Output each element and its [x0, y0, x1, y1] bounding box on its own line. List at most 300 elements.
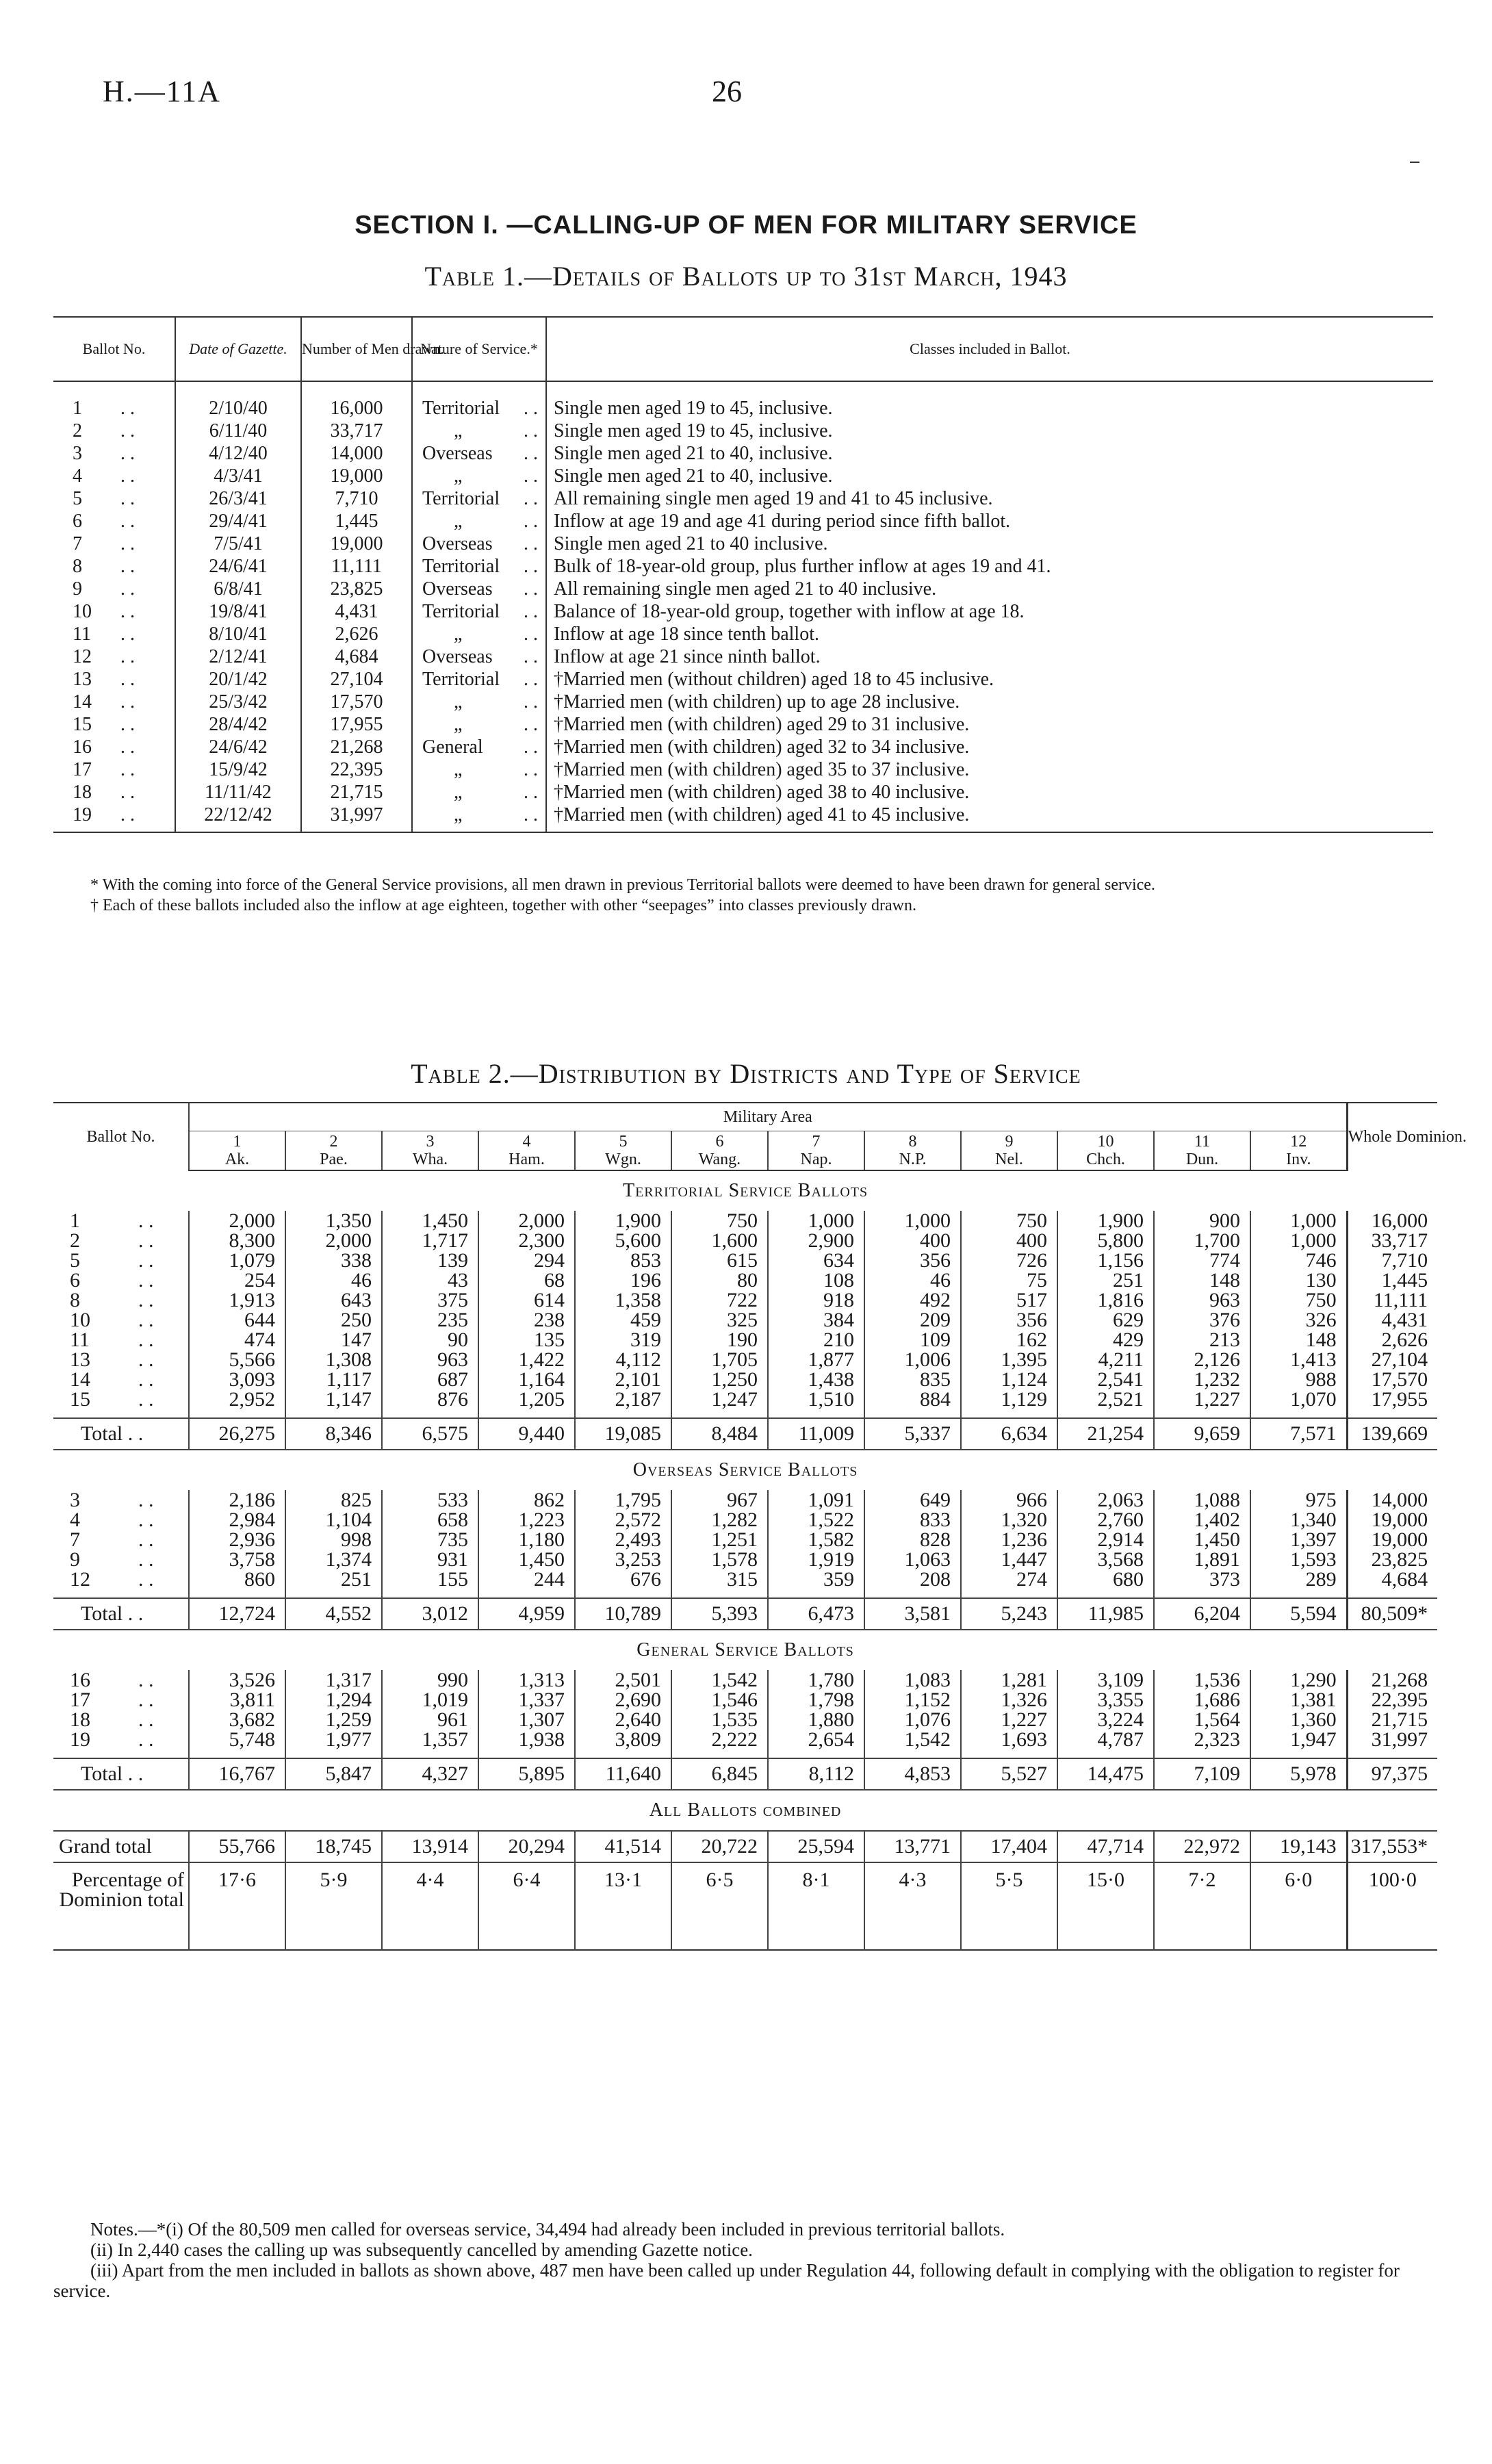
area-value: 2,654	[768, 1730, 864, 1749]
nature-of-service	[412, 758, 546, 781]
men-drawn: 19,000	[301, 465, 412, 487]
note-cancelled: (ii) In 2,440 cases the calling up was subsequently cancelled by amending Gazette notice.	[90, 2240, 753, 2260]
ballot-cell	[53, 1670, 189, 1690]
area-value: 250	[285, 1310, 382, 1330]
area-value: 1,891	[1154, 1550, 1250, 1569]
ballot-row	[53, 736, 1433, 758]
ballot-no	[53, 668, 175, 691]
gazette-date: 26/3/41	[175, 487, 301, 510]
area-percentage: 8·1	[768, 1862, 864, 1950]
area-value: 5,748	[189, 1730, 285, 1749]
men-drawn: 21,715	[301, 781, 412, 804]
area-value: 1,006	[864, 1350, 961, 1370]
area-value: 687	[382, 1370, 478, 1389]
ballot-row	[53, 381, 1433, 420]
leader-dots: . .	[120, 646, 135, 667]
area-value: 274	[961, 1569, 1057, 1589]
nature-of-service	[412, 578, 546, 600]
nature-of-service	[412, 442, 546, 465]
dominion-total: 27,104	[1347, 1350, 1437, 1370]
area-number: 2	[329, 1133, 338, 1151]
leader-dots: . .	[524, 714, 538, 735]
leader-dots: . .	[138, 1568, 154, 1591]
area-value: 967	[671, 1490, 768, 1510]
ballot-row	[53, 645, 1433, 668]
area-value: 614	[478, 1290, 575, 1310]
area-nel	[961, 1131, 1057, 1171]
area-value: 1,290	[1250, 1670, 1347, 1690]
classes-included: Inflow at age 19 and age 41 during period since fifth ballot.	[546, 510, 1433, 532]
area-value: 1,337	[478, 1690, 575, 1710]
ballot-number: 9	[70, 1548, 80, 1571]
area-total: 6,204	[1154, 1598, 1250, 1630]
area-value: 376	[1154, 1310, 1250, 1330]
area-grand-total: 25,594	[768, 1831, 864, 1862]
table2-header-row-2	[53, 1131, 1437, 1171]
table2-header-row-1	[53, 1103, 1437, 1131]
area-value: 2,300	[478, 1231, 575, 1250]
area-value: 1,251	[671, 1530, 768, 1550]
area-value: 4,112	[575, 1350, 671, 1370]
service-type: „	[454, 624, 463, 645]
dominion-total: 14,000	[1347, 1490, 1437, 1510]
area-percentage: 17·6	[189, 1862, 285, 1950]
area-value: 1,542	[671, 1670, 768, 1690]
area-value: 210	[768, 1330, 864, 1350]
area-value: 1,536	[1154, 1670, 1250, 1690]
ballot-number: 18	[73, 782, 92, 803]
ballot-no	[53, 487, 175, 510]
ballot-cell	[53, 1530, 189, 1550]
ballot-number: 9	[73, 578, 82, 600]
area-total: 4,552	[285, 1598, 382, 1630]
ballot-number: 11	[73, 624, 91, 645]
ballot-no	[53, 578, 175, 600]
nature-of-service	[412, 555, 546, 578]
area-value: 963	[382, 1350, 478, 1370]
combined-section-title: All Ballots combined	[649, 1799, 842, 1821]
table-row	[53, 1389, 1437, 1409]
ballot-number: 5	[70, 1249, 80, 1272]
leader-dots: . .	[524, 420, 538, 441]
ballot-number: 15	[70, 1388, 90, 1411]
area-value: 1,358	[575, 1290, 671, 1310]
area-value: 1,063	[864, 1550, 961, 1569]
area-value: 147	[285, 1330, 382, 1350]
service-type: General	[422, 736, 483, 758]
area-value: 3,758	[189, 1550, 285, 1569]
table-row	[53, 1730, 1437, 1749]
classes-included: Single men aged 21 to 40, inclusive.	[546, 465, 1433, 487]
area-wang	[671, 1131, 768, 1171]
area-name: Ham.	[509, 1151, 545, 1168]
area-name: Dun.	[1185, 1151, 1219, 1168]
area-value: 375	[382, 1290, 478, 1310]
area-value: 1,236	[961, 1530, 1057, 1550]
area-total: 9,440	[478, 1418, 575, 1450]
area-value: 1,413	[1250, 1350, 1347, 1370]
gazette-date: 4/3/41	[175, 465, 301, 487]
dominion-total: 19,000	[1347, 1510, 1437, 1530]
men-drawn: 22,395	[301, 758, 412, 781]
area-value: 644	[189, 1310, 285, 1330]
dominion-total: 17,570	[1347, 1370, 1437, 1389]
ballot-number: 2	[73, 420, 82, 441]
nature-of-service	[412, 804, 546, 832]
area-value: 338	[285, 1250, 382, 1270]
leader-dots: . .	[120, 759, 135, 780]
area-name: Chch.	[1086, 1151, 1125, 1168]
area-value: 68	[478, 1270, 575, 1290]
ballot-number: 4	[70, 1509, 80, 1531]
leader-dots: . .	[120, 443, 135, 464]
table-row	[53, 1690, 1437, 1710]
leader-dots: . .	[138, 1289, 154, 1311]
area-name: Wha.	[412, 1151, 448, 1168]
gazette-date: 25/3/42	[175, 691, 301, 713]
area-value: 2,984	[189, 1510, 285, 1530]
area-value: 517	[961, 1290, 1057, 1310]
area-value: 1,913	[189, 1290, 285, 1310]
area-value: 1,535	[671, 1710, 768, 1730]
dominion-total: 4,431	[1347, 1310, 1437, 1330]
table1-footnotes	[53, 875, 1436, 916]
ballot-row	[53, 713, 1433, 736]
classes-included: All remaining single men aged 19 and 41 to 45 inclusive.	[546, 487, 1433, 510]
service-type: Overseas	[422, 646, 493, 667]
area-value: 1,156	[1057, 1250, 1154, 1270]
men-drawn: 19,000	[301, 532, 412, 555]
area-name: Pae.	[320, 1151, 348, 1168]
service-type: „	[454, 804, 463, 825]
leader-dots: . .	[123, 1602, 144, 1625]
area-value: 876	[382, 1389, 478, 1409]
ballot-no	[53, 600, 175, 623]
ballot-no	[53, 442, 175, 465]
ballot-row	[53, 555, 1433, 578]
ballot-cell	[53, 1569, 189, 1589]
ballot-number: 1	[70, 1209, 80, 1232]
ballot-number: 17	[73, 759, 92, 780]
area-value: 1,542	[864, 1730, 961, 1749]
ballot-no	[53, 555, 175, 578]
total-row	[53, 1758, 1437, 1790]
nature-of-service	[412, 736, 546, 758]
ballot-cell	[53, 1270, 189, 1290]
leader-dots: . .	[524, 736, 538, 758]
ballot-number: 18	[70, 1708, 90, 1731]
classes-included: †Married men (without children) aged 18 to 45 inclusive.	[546, 668, 1433, 691]
men-drawn: 2,626	[301, 623, 412, 645]
leader-dots: . .	[120, 578, 135, 600]
ballot-no	[53, 804, 175, 832]
classes-included: Inflow at age 21 since ninth ballot.	[546, 645, 1433, 668]
area-number: 7	[812, 1133, 821, 1151]
area-value: 1,977	[285, 1730, 382, 1749]
service-type: Territorial	[422, 601, 500, 622]
area-value: 750	[1250, 1290, 1347, 1310]
area-chch	[1057, 1131, 1154, 1171]
ballot-row	[53, 465, 1433, 487]
area-value: 1,938	[478, 1730, 575, 1749]
area-value: 1,281	[961, 1670, 1057, 1690]
nature-of-service	[412, 487, 546, 510]
area-value: 1,447	[961, 1550, 1057, 1569]
dominion-total: 7,710	[1347, 1250, 1437, 1270]
area-value: 1,259	[285, 1710, 382, 1730]
area-value: 2,936	[189, 1530, 285, 1550]
dominion-total: 19,000	[1347, 1530, 1437, 1550]
area-value: 5,600	[575, 1231, 671, 1250]
area-value: 400	[961, 1231, 1057, 1250]
area-value: 3,355	[1057, 1690, 1154, 1710]
area-grand-total: 20,294	[478, 1831, 575, 1862]
area-value: 3,526	[189, 1670, 285, 1690]
service-type: „	[454, 465, 463, 487]
area-grand-total: 17,404	[961, 1831, 1057, 1862]
classes-included: †Married men (with children) aged 41 to 45 inclusive.	[546, 804, 1433, 832]
ballot-row	[53, 668, 1433, 691]
ballot-cell	[53, 1730, 189, 1749]
area-value: 1,247	[671, 1389, 768, 1409]
area-value: 2,690	[575, 1690, 671, 1710]
dominion-grand-total: 97,375	[1347, 1758, 1437, 1790]
area-value: 1,227	[1154, 1389, 1250, 1409]
leader-dots: . .	[120, 691, 135, 713]
area-total: 3,581	[864, 1598, 961, 1630]
ballot-number: 6	[70, 1269, 80, 1292]
area-wgn	[575, 1131, 671, 1171]
area-value: 988	[1250, 1370, 1347, 1389]
ballot-cell	[53, 1510, 189, 1530]
area-percentage: 5·5	[961, 1862, 1057, 1950]
section-1-title: Overseas Service Ballots	[632, 1459, 858, 1480]
area-value: 3,093	[189, 1370, 285, 1389]
area-total: 8,112	[768, 1758, 864, 1790]
area-value: 5,566	[189, 1350, 285, 1370]
area-total: 26,275	[189, 1418, 285, 1450]
area-total: 4,327	[382, 1758, 478, 1790]
area-value: 155	[382, 1569, 478, 1589]
nature-of-service	[412, 623, 546, 645]
area-value: 1,250	[671, 1370, 768, 1389]
area-value: 1,397	[1250, 1530, 1347, 1550]
ballot-row	[53, 691, 1433, 713]
area-value: 1,152	[864, 1690, 961, 1710]
area-total: 5,527	[961, 1758, 1057, 1790]
note-regulation: (iii) Apart from the men included in ballots as shown above, 487 men have been called up under Regulation 44, following default in complying with the obligation to register for service.	[53, 2260, 1400, 2301]
area-value: 1,147	[285, 1389, 382, 1409]
area-value: 196	[575, 1270, 671, 1290]
leader-dots: . .	[138, 1329, 154, 1351]
dominion-total: 31,997	[1347, 1730, 1437, 1749]
ballot-no	[53, 381, 175, 420]
area-value: 75	[961, 1270, 1057, 1290]
ballot-number: 15	[73, 714, 92, 735]
area-value: 2,914	[1057, 1530, 1154, 1550]
area-number: 10	[1097, 1133, 1114, 1151]
area-value: 325	[671, 1310, 768, 1330]
service-type: „	[454, 511, 463, 532]
area-percentage: 6·0	[1250, 1862, 1347, 1950]
area-total: 7,571	[1250, 1418, 1347, 1450]
ballot-number: 7	[73, 533, 82, 554]
leader-dots: . .	[138, 1689, 154, 1711]
area-number: 6	[715, 1133, 724, 1151]
nature-of-service	[412, 781, 546, 804]
men-drawn: 11,111	[301, 555, 412, 578]
area-grand-total: 55,766	[189, 1831, 285, 1862]
area-value: 1,700	[1154, 1231, 1250, 1250]
ballot-number: 14	[73, 691, 92, 713]
area-total: 6,473	[768, 1598, 864, 1630]
total-row	[53, 1418, 1437, 1450]
table-row	[53, 1211, 1437, 1231]
area-value: 629	[1057, 1310, 1154, 1330]
area-value: 2,493	[575, 1530, 671, 1550]
ballot-number: 13	[73, 669, 92, 690]
area-value: 238	[478, 1310, 575, 1330]
area-value: 634	[768, 1250, 864, 1270]
total-label: Total	[81, 1762, 123, 1785]
ballot-row	[53, 600, 1433, 623]
table-row	[53, 1310, 1437, 1330]
area-value: 900	[1154, 1211, 1250, 1231]
area-value: 5,800	[1057, 1231, 1154, 1250]
area-value: 474	[189, 1330, 285, 1350]
area-total: 5,895	[478, 1758, 575, 1790]
gazette-date: 20/1/42	[175, 668, 301, 691]
table2-title: Table 2.—Distribution by Districts and Type of Service	[411, 1058, 1081, 1089]
leader-dots: . .	[138, 1269, 154, 1292]
classes-included: Single men aged 21 to 40 inclusive.	[546, 532, 1433, 555]
area-value: 1,900	[1057, 1211, 1154, 1231]
classes-included: Bulk of 18-year-old group, plus further inflow at ages 19 and 41.	[546, 555, 1433, 578]
total-label: Total	[81, 1602, 123, 1625]
area-value: 1,374	[285, 1550, 382, 1569]
ballot-cell	[53, 1710, 189, 1730]
area-value: 931	[382, 1550, 478, 1569]
area-value: 1,313	[478, 1670, 575, 1690]
leader-dots: . .	[524, 669, 538, 690]
area-value: 2,541	[1057, 1370, 1154, 1389]
area-percentage: 6·5	[671, 1862, 768, 1950]
area-value: 726	[961, 1250, 1057, 1270]
table-row	[53, 1710, 1437, 1730]
men-drawn: 4,684	[301, 645, 412, 668]
table-row	[53, 1330, 1437, 1350]
ballot-number: 3	[73, 443, 82, 464]
area-value: 294	[478, 1250, 575, 1270]
ballot-row	[53, 804, 1433, 832]
gazette-date: 7/5/41	[175, 532, 301, 555]
percentage-row	[53, 1862, 1437, 1950]
area-value: 1,000	[1250, 1211, 1347, 1231]
area-value: 289	[1250, 1569, 1347, 1589]
leader-dots: . .	[524, 624, 538, 645]
area-value: 3,253	[575, 1550, 671, 1569]
area-value: 3,224	[1057, 1710, 1154, 1730]
ballot-number: 4	[73, 465, 82, 487]
service-type: „	[454, 420, 463, 441]
leader-dots: . .	[120, 714, 135, 735]
leader-dots: . .	[138, 1388, 154, 1411]
area-value: 109	[864, 1330, 961, 1350]
dominion-grand-total: 80,509*	[1347, 1598, 1437, 1630]
area-value: 1,164	[478, 1370, 575, 1389]
men-drawn: 23,825	[301, 578, 412, 600]
nature-of-service	[412, 645, 546, 668]
ballot-row	[53, 758, 1433, 781]
area-value: 746	[1250, 1250, 1347, 1270]
area-value: 2,572	[575, 1510, 671, 1530]
footnote-seepages: † Each of these ballots included also the inflow at age eighteen, together with other “seepages” into classes previously drawn.	[90, 897, 916, 914]
area-number: 11	[1194, 1133, 1211, 1151]
area-value: 8,300	[189, 1231, 285, 1250]
area-percentage: 7·2	[1154, 1862, 1250, 1950]
area-name: Wang.	[698, 1151, 741, 1168]
area-value: 2,760	[1057, 1510, 1154, 1530]
leader-dots: . .	[120, 804, 135, 825]
area-total: 5,243	[961, 1598, 1057, 1630]
ballot-number: 6	[73, 511, 82, 532]
area-value: 1,232	[1154, 1370, 1250, 1389]
area-value: 429	[1057, 1330, 1154, 1350]
ballot-no	[53, 691, 175, 713]
nature-of-service	[412, 691, 546, 713]
ballot-no	[53, 465, 175, 487]
area-wha	[382, 1131, 478, 1171]
ballot-number: 17	[70, 1689, 90, 1711]
classes-included: Single men aged 19 to 45, inclusive.	[546, 381, 1433, 420]
gazette-date: 2/10/40	[175, 381, 301, 420]
dominion-total: 1,445	[1347, 1270, 1437, 1290]
leader-dots: . .	[524, 556, 538, 577]
dominion-percentage: 100·0	[1347, 1862, 1437, 1950]
note-overseas: Notes.—*(i) Of the 80,509 men called for overseas service, 34,494 had already been included in previous territorial ballots.	[90, 2219, 1005, 2240]
men-drawn: 31,997	[301, 804, 412, 832]
area-value: 209	[864, 1310, 961, 1330]
area-value: 918	[768, 1290, 864, 1310]
area-value: 459	[575, 1310, 671, 1330]
area-value: 130	[1250, 1270, 1347, 1290]
table2-notes	[53, 2219, 1436, 2301]
area-value: 1,795	[575, 1490, 671, 1510]
leader-dots: . .	[524, 398, 538, 419]
area-grand-total: 19,143	[1250, 1831, 1347, 1862]
area-total: 16,767	[189, 1758, 285, 1790]
area-value: 2,952	[189, 1389, 285, 1409]
area-value: 4,787	[1057, 1730, 1154, 1749]
area-total: 6,634	[961, 1418, 1057, 1450]
area-value: 148	[1250, 1330, 1347, 1350]
area-value: 649	[864, 1490, 961, 1510]
area-value: 1,947	[1250, 1730, 1347, 1749]
total-label-cell	[53, 1598, 189, 1630]
area-value: 1,450	[382, 1211, 478, 1231]
area-value: 1,104	[285, 1510, 382, 1530]
leader-dots: . .	[120, 533, 135, 554]
ballots-details-table	[53, 316, 1433, 833]
area-value: 235	[382, 1310, 478, 1330]
area-total: 5,978	[1250, 1758, 1347, 1790]
leader-dots: . .	[120, 511, 135, 532]
area-dun	[1154, 1131, 1250, 1171]
area-value: 1,294	[285, 1690, 382, 1710]
area-value: 1,578	[671, 1550, 768, 1569]
ballot-cell	[53, 1250, 189, 1270]
area-number: 1	[233, 1133, 242, 1151]
